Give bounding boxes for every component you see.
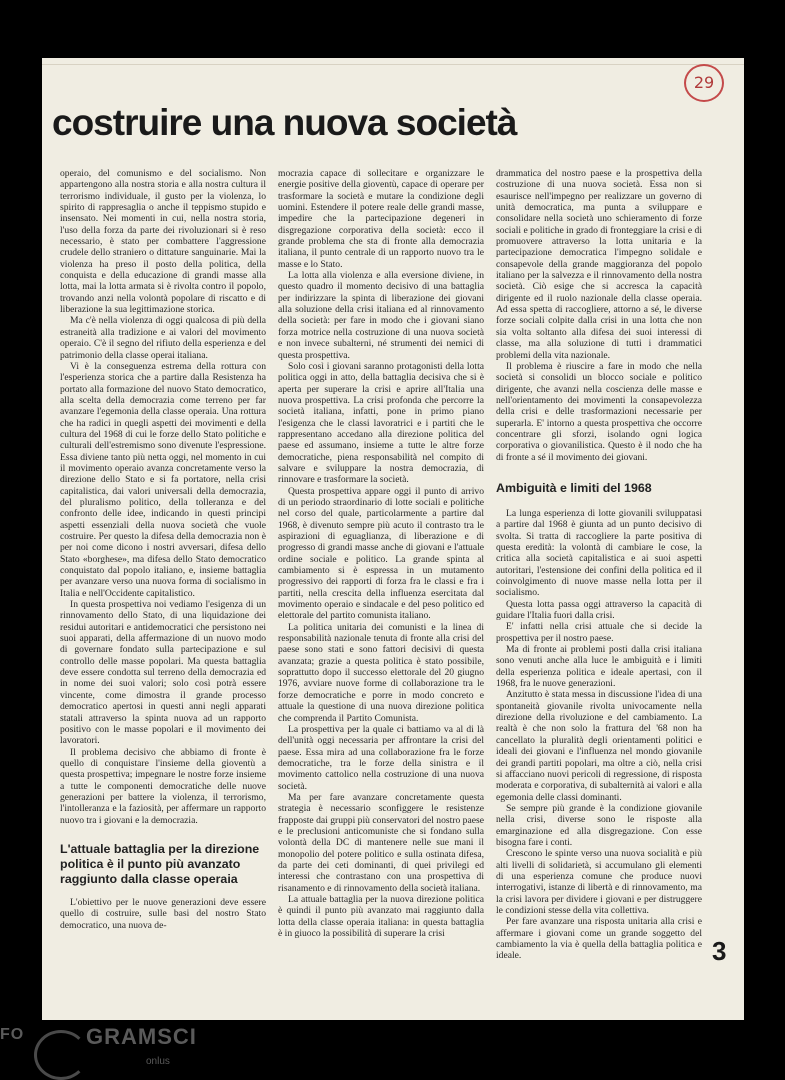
paragraph: E' infatti nella crisi attuale che si decide la prospettiva per il nostro paese. xyxy=(496,621,702,644)
paragraph: Questa prospettiva appare oggi il punto di arrivo di un periodo straordinario di lotte sociali e politiche nel corso del quale, particolarmente a partire dal 1968, è divenuto sempre più acuto il contrasto tra le aspirazioni di eguaglianza, di liberazione e di progresso di grandi masse anche di giovani e l'attuale ordine sociale e politico. La grande spinta al cambiamento si è espressa in un mutamento progressivo dei rapporti di forza fra le classi e fra i partiti, nella crescita della influenza esercitata dal movimento operaio e sindacale e del peso politico ed elettorale del partito comunista italiano. xyxy=(278,485,484,622)
article-title: costruire una nuova società xyxy=(52,102,517,143)
paragraph: Ma c'è nella violenza di oggi qualcosa di più della estraneità alla tradizione e ai valori del movimento operaio. C'è il segno del rifiuto della esperienza e del patrimonio della classe operai italiana. xyxy=(60,315,266,361)
paragraph: operaio, del comunismo e del socialismo. Non appartengono alla nostra storia e alla nostra cultura il terrorismo individuale, il gusto per la violenza, lo spirito di rappresaglia o anche il teppismo stupido e insensato. Nei momenti in cui, nella nostra storia, l'uso della forza da parte dei rivoluzionari si è reso necessario, è stato per combattere l'aggressione crudele dello straniero o dittature sanguinarie. Mai la violenza ha preso il posto della politica, della conquista e della educazione di grandi masse alla lotta, mai la lotta armata si è rivolta contro il popolo, trovando anzi nella volontà popolare di riscatto e di liberazione la sua legittimazione storica. xyxy=(60,168,266,316)
watermark-name: GRAMSCI xyxy=(86,1024,197,1049)
watermark-prefix: FO xyxy=(0,1026,25,1043)
section-heading: L'attuale battaglia per la direzione politica è il punto più avanzato raggiunto dalla classe operaia xyxy=(60,841,260,886)
paragraph: La attuale battaglia per la nuova direzione politica è quindi il punto più avanzato mai raggiunto dalla lotta della classe operaia italiana: in questa battaglia è in giuoco la possibilità di superare la crisi xyxy=(278,894,484,940)
paragraph: Se sempre più grande è la condizione giovanile nella crisi, diverse sono le risposte alla emarginazione ed alla disgregazione. Con esse bisogna fare i conti. xyxy=(496,802,702,848)
gramsci-watermark xyxy=(0,1022,230,1080)
paragraph: La lotta alla violenza e alla eversione diviene, in questo quadro il momento decisivo di una battaglia per indirizzare la spinta di liberazione dei giovani alla soluzione della crisi italiana ed al rinnovamento della società: per fare in modo che i giovani siano forza motrice nella costruzione di una nuova società e non invece subalterni, né strumenti dei nemici di questa prospettiva. xyxy=(278,270,484,361)
paragraph: Crescono le spinte verso una nuova socialità e più alti livelli di solidarietà, si accumulano gli elementi di una esperienza comune che produce nuovi interrogativi, istanze di libertà e di rinnovamento, ma la crisi lavora per dividere i giovani e per distruggere le condizioni stesse della vita collettiva. xyxy=(496,848,702,916)
paragraph: mocrazia capace di sollecitare e organizzare le energie positive della gioventù, capace di operare per trasformare la società e mutare la condizione degli uomini. Estendere il potere reale delle grandi masse, impedire che la partecipazione degeneri in disgregazione corporativa della società: ecco il grande problema che sta di fronte alla democrazia italiana, il punto centrale di un rapporto nuovo tra le masse e lo Stato. xyxy=(278,168,484,270)
paragraph: Il problema decisivo che abbiamo di fronte è quello di conquistare l'insieme della gioventù a questa prospettiva; impegnare le nostre forze insieme a tutte le componenti democratiche delle nuove generazioni per battere la violenza, il terrorismo, l'intolleranza e la faziosità, per affermare un rapporto nuovo tra i giovani e la democrazia. xyxy=(60,746,266,826)
paragraph: La politica unitaria dei comunisti e la linea di responsabilità nazionale tenuta di fronte alla crisi del paese sono stati e sono fattori decisivi di questa avanzata; grazie a questa politica è stato possibile, soprattutto dopo il successo elettorale del 20 giugno 1976, avviare nuove forme di collaborazione tra le forze democratiche e porre in modo concreto e attuale la questione di una nuova direzione politica che comprenda il Partito Comunista. xyxy=(278,621,484,724)
paragraph: Per fare avanzare una risposta unitaria alla crisi e affermare i giovani come un grande soggetto del cambiamento la via è quella della battaglia politica e ideale. xyxy=(496,916,702,962)
paragraph: La lunga esperienza di lotte giovanili sviluppatasi a partire dal 1968 è giunta ad un punto decisivo di svolta. Si tratta di raccogliere la parte positiva di questa eredità: la volontà di cambiare le cose, la critica alla società capitalistica e ai suoi aspetti autoritari, l'estensione dei confini della politica ed il coinvolgimento di nuove masse nella lotta per il socialismo. xyxy=(496,507,702,599)
page-number: 3 xyxy=(712,936,727,966)
watermark-sub: onlus xyxy=(146,1056,170,1067)
paragraph: Anzitutto è stata messa in discussione l'idea di una spontaneità giovanile rivolta univocamente nella direzione della rivoluzione e del cambiamento. La realtà è che non solo la frattura del '68 non ha cancellato la pluralità degli orientamenti politici e ideali dei giovani e l'influenza nel mondo giovanile dei grandi partiti popolari, ma oltre a ciò, nella crisi si affacciano nuovi pericoli di regressione, di risposta moderata e corporativa, di subalternità ai valori e alla egemonia delle classi dominanti. xyxy=(496,689,702,803)
paragraph: drammatica del nostro paese e la prospettiva della costruzione di una nuova società. Essa non si esaurisce nell'impegno per realizzare un governo di unità democratica, ma punta a sviluppare e consolidare nella società uno schieramento di forze sociali e politiche in grado di fronteggiare la crisi e di promuovere attraverso la lotta unitaria e la partecipazione democratica l'impegno solidale e consapevole della grande maggioranza del popolo italiano per la salvezza e il rinnovamento della nostra società. Ciò esige che si accresca la capacità dirigente ed il ruolo nazionale della classe operaia. Ad essa spetta di raccogliere, attorno a sé, le diverse forze sociali colpite dalla crisi in una lotta che non sia volta soltanto alla difesa dei suoi interessi di classe, ma alla soluzione di tutti i drammatici problemi della vita nazionale. xyxy=(496,168,702,361)
top-rule xyxy=(42,64,744,65)
text-column-3 xyxy=(496,168,702,968)
paragraph: In questa prospettiva noi vediamo l'esigenza di un rinnovamento dello Stato, di una liquidazione dei residui autoritari e antidemocratici che persistono nei suoi apparati, della affermazione di un nuovo modo di governare fondato sulla partecipazione e sul controllo delle masse popolari. Ma questa battaglia deve essere condotta sul terreno della democrazia ed in nome dei suoi valori; solo così potrà essere vincente, come dimostra il grande processo democratico apertosi in questi anni negli apparati statali attraverso la spinta nuova ad un rapporto positivo con le masse popolari e il movimento dei lavoratori. xyxy=(60,599,266,747)
paragraph: Questa lotta passa oggi attraverso la capacità di guidare l'Italia fuori dalla crisi. xyxy=(496,598,702,622)
handwritten-page-number: 29 xyxy=(684,64,724,102)
paragraph: Ma di fronte ai problemi posti dalla crisi italiana sono venuti anche alla luce le ambiguità e i limiti della esperienza politica e ideale apertasi, con il 1968, fra le nuove generazioni. xyxy=(496,644,702,690)
paragraph: Solo così i giovani saranno protagonisti della lotta politica oggi in atto, della battaglia decisiva che si è aperta per superare la crisi e aprire all'Italia una nuova prospettiva. La crisi profonda che percorre la società italiana, infatti, pone in primo piano l'esigenza che le classi lavoratrici e i partiti che le rappresentano accedano alla direzione politica del paese ed assumano, insieme a tutte le altre forze democratiche, piena responsabilità nel compito di salvare e sviluppare la nostra democrazia, di rinnovare e trasformare la società. xyxy=(278,360,484,486)
paragraph: Ma per fare avanzare concretamente questa strategia è necessario sconfiggere le resistenze frapposte dai gruppi più conservatori del nostro paese e le preclusioni anticomuniste che si fondano sulla volontà della DC di mantenere nelle sue mani il monopolio del potere politico e sulla ostinata difesa, da parte dei ceti dominanti, di quei privilegi ed interessi che contrastano con una prospettiva di risanamento e di rinnovamento della società italiana. xyxy=(278,791,484,894)
text-column-2 xyxy=(278,168,484,968)
paragraph: L'obiettivo per le nuove generazioni deve essere quello di costruire, sulle basi del nostro Stato democratico, una nuova de- xyxy=(60,896,266,931)
watermark-ring-icon xyxy=(34,1030,88,1080)
document-page xyxy=(42,58,744,1020)
paragraph: La prospettiva per la quale ci battiamo va al di là dell'unità oggi necessaria per affrontare la crisi del paese. Essa mira ad una collaborazione fra le forze democratiche, tra le forze della sinistra e il movimento cattolico nella costruzione di una nuova società. xyxy=(278,723,484,792)
paragraph: Vi è la conseguenza estrema della rottura con l'esperienza storica che a partire dalla Resistenza ha portato alla formazione del nuovo Stato democratico, alla scelta della democrazia come terreno per far avanzare l'egemonia della classe operaia. Una rottura che ha radici in quegli aspetti dei movimenti e della cultura del 1968 di cui le forze dello Stato politiche e culturali dell'estremismo sono divenute l'espressione. Essa diviene tanto più netta oggi, nel momento in cui il movimento operaio avanza concretamente verso la direzione dello Stato e si fa portatore, nella crisi capitalistica, dai valori universali della democrazia, del pluralismo politico, della tolleranza e del confronto delle idee, indicando in questi principi aspetti essenziali della nuova società che vuole costruire. Per questo la difesa della democrazia non è per noi come dicono i nostri avversari, difesa dello Stato «borghese», ma difesa dello Stato democratico conquistato dal popolo italiano, e, insieme battaglia per avanzare verso una nuova forma di socialismo in Italia e nell'Occidente capitalistico. xyxy=(60,360,266,599)
text-column-1 xyxy=(60,168,266,968)
section-heading: Ambiguità e limiti del 1968 xyxy=(496,480,652,495)
paragraph: Il problema è riuscire a fare in modo che nella società si consolidi un blocco sociale e politico dirigente, che avanzi nella coscienza delle masse e nell'orientamento dei movimenti la consapevolezza della crisi e delle trasformazioni necessarie per superarla. E' intorno a questa prospettiva che occorre concentrare gli sforzi, isolando ogni logica corporativa o giovanilistica. Questo è il nodo che ha di fronte a sé il movimento dei giovani. xyxy=(496,360,702,463)
